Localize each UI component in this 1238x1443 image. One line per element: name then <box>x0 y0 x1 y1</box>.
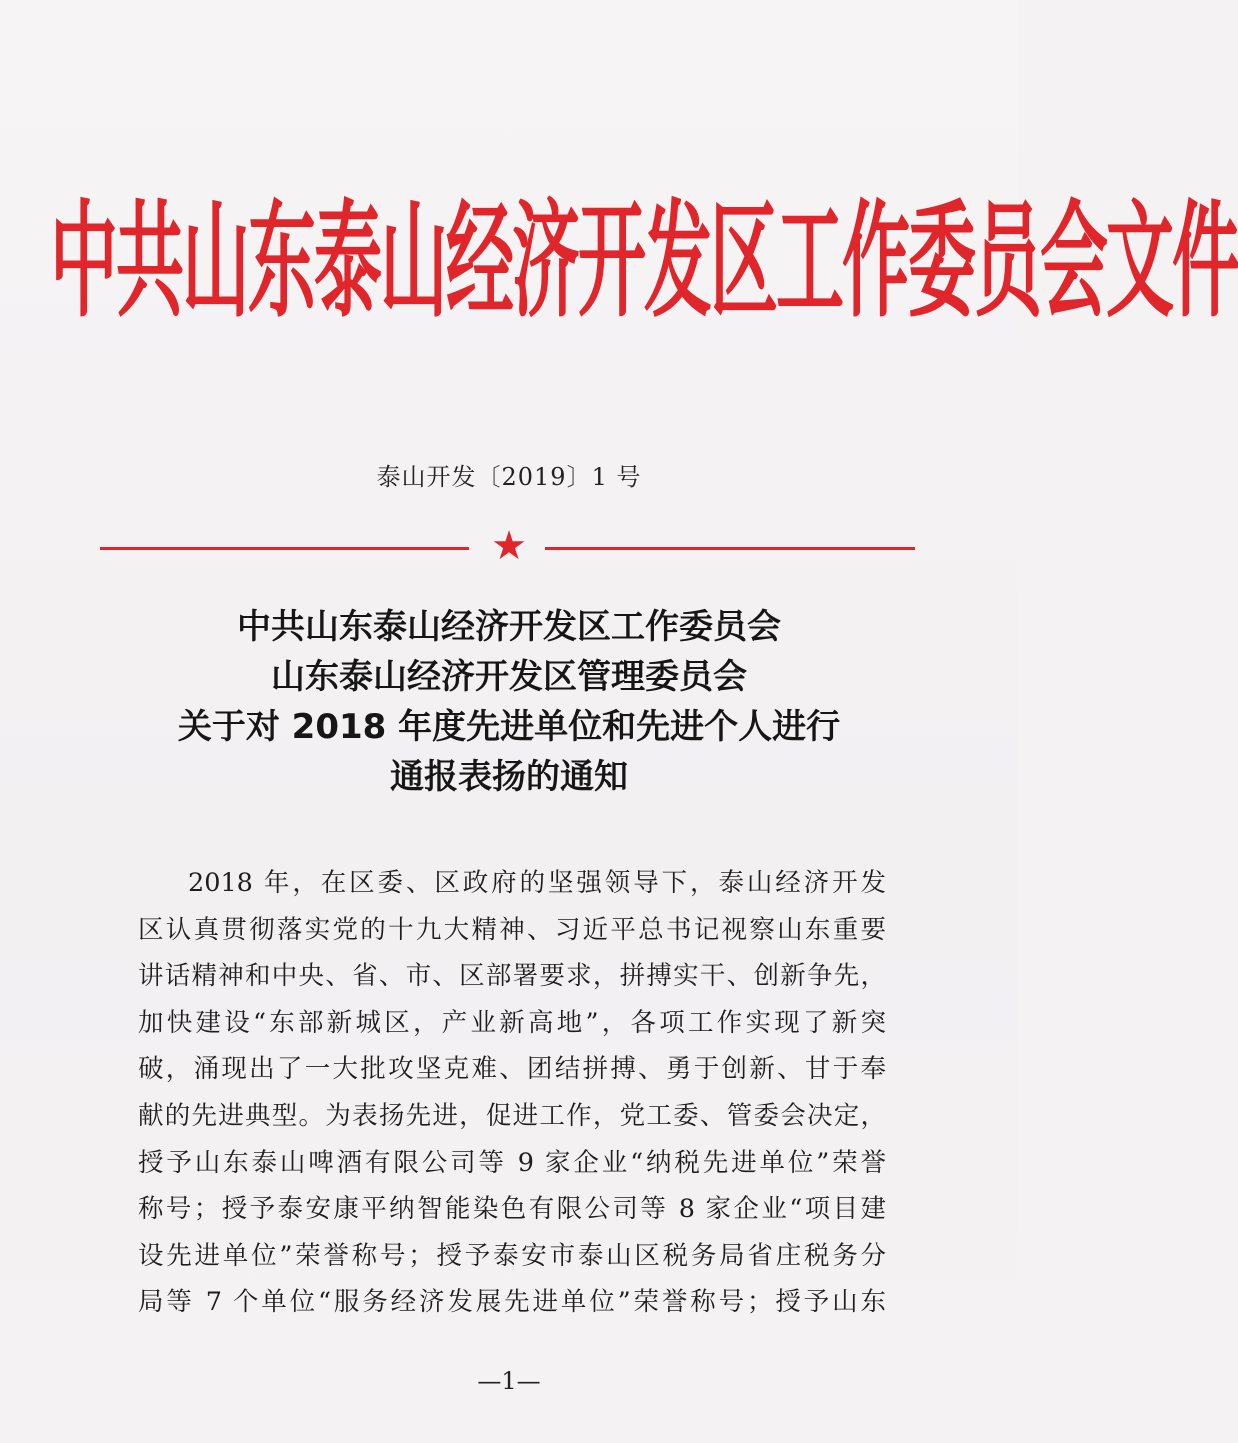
body-line: 献的先进典型。为表扬先进，促进工作，党工委、管委会决定， <box>138 1100 886 1131</box>
red-rule-left <box>100 547 469 550</box>
body-line: 加快建设“东部新城区，产业新高地”，各项工作实现了新突 <box>138 1007 886 1038</box>
body-line: 授予山东泰山啤酒有限公司等 9 家企业“纳税先进单位”荣誉 <box>138 1147 886 1178</box>
body-line: 2018 年，在区委、区政府的坚强领导下，泰山经济开发 <box>188 868 886 898</box>
title-line: 通报表扬的通知 <box>390 757 628 797</box>
body-line: 区认真贯彻落实党的十九大精神、习近平总书记视察山东重要 <box>138 914 886 945</box>
page-number: —1— <box>477 1367 541 1395</box>
notice-title <box>0 602 1018 802</box>
body-line: 局等 7 个单位“服务经济发展先进单位”荣誉称号；授予山东 <box>138 1287 886 1318</box>
body-line: 讲话精神和中央、省、市、区部署要求，拼搏实干、创新争先， <box>138 961 886 992</box>
red-rule-right <box>545 547 915 550</box>
title-line: 关于对 2018 年度先进单位和先进个人进行 <box>177 707 841 747</box>
body-paragraph <box>138 860 886 1326</box>
document-number: 泰山开发〔2019〕1 号 <box>376 463 642 491</box>
star-icon: ★ <box>491 523 527 569</box>
title-line: 山东泰山经济开发区管理委员会 <box>271 657 747 697</box>
title-line: 中共山东泰山经济开发区工作委员会 <box>237 607 781 647</box>
letterhead-title: 中共山东泰山经济开发区工作委员会文件 <box>50 190 1238 337</box>
body-line: 设先进单位”荣誉称号；授予泰安市泰山区税务局省庄税务分 <box>138 1240 886 1271</box>
body-line: 破，涌现出了一大批攻坚克难、团结拼搏、勇于创新、甘于奉 <box>138 1054 886 1085</box>
body-line: 称号；授予泰安康平纳智能染色有限公司等 8 家企业“项目建 <box>138 1194 886 1225</box>
